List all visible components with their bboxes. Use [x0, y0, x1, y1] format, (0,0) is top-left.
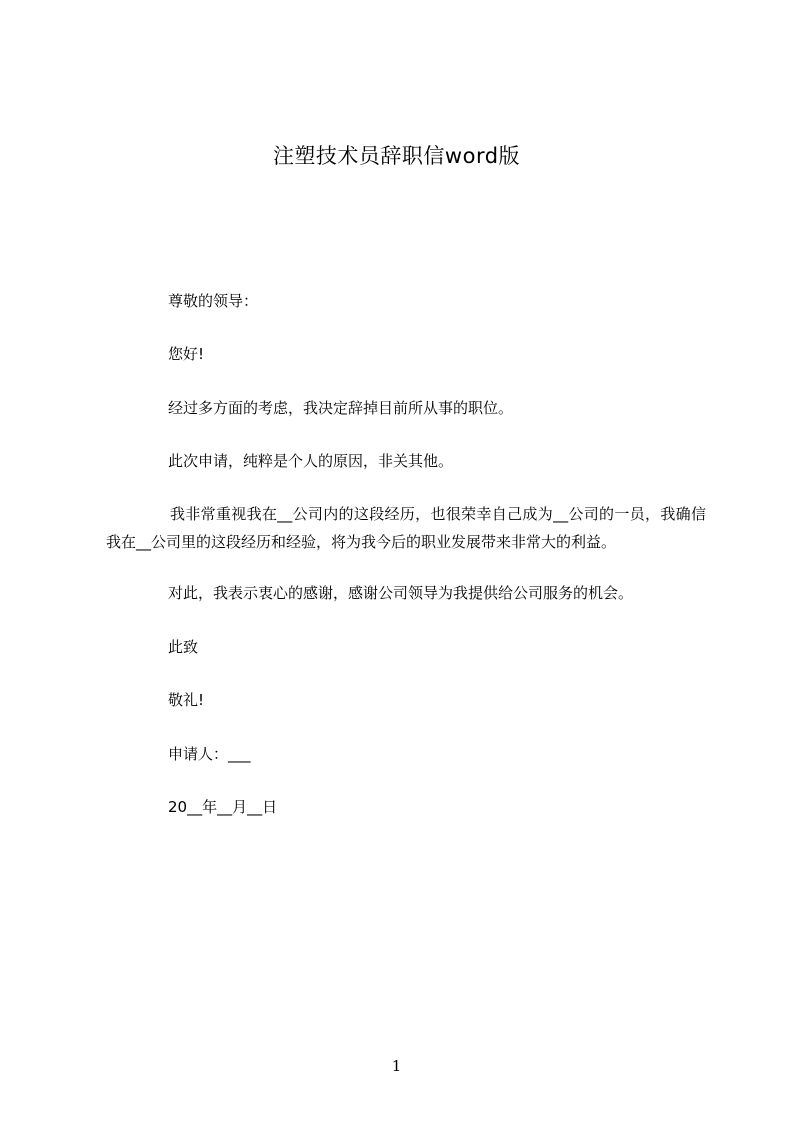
- date-line: 20__年__月__日: [168, 798, 278, 816]
- closing-ci-zhi: 此致: [168, 638, 199, 656]
- salutation: 尊敬的领导：: [168, 292, 259, 310]
- document-title: 注塑技术员辞职信word版: [272, 144, 521, 168]
- greeting: 您好!: [168, 345, 205, 363]
- closing-jing-li: 敬礼!: [168, 691, 205, 709]
- paragraph-experience: 我非常重视我在__公司内的这段经历，也很荣幸自己成为__公司的一员，我确信我在__公司里的这段经历和经验，将为我今后的职业发展带来非常大的利益。: [106, 505, 706, 551]
- page-number: 1: [391, 1057, 402, 1075]
- paragraph-thanks: 对此，我表示衷心的感谢，感谢公司领导为我提供给公司服务的机会。: [168, 584, 634, 602]
- paragraph-decision: 经过多方面的考虑，我决定辞掉目前所从事的职位。: [168, 399, 514, 417]
- applicant-line: 申请人：___: [168, 745, 251, 763]
- paragraph-reason: 此次申请，纯粹是个人的原因，非关其他。: [168, 452, 454, 470]
